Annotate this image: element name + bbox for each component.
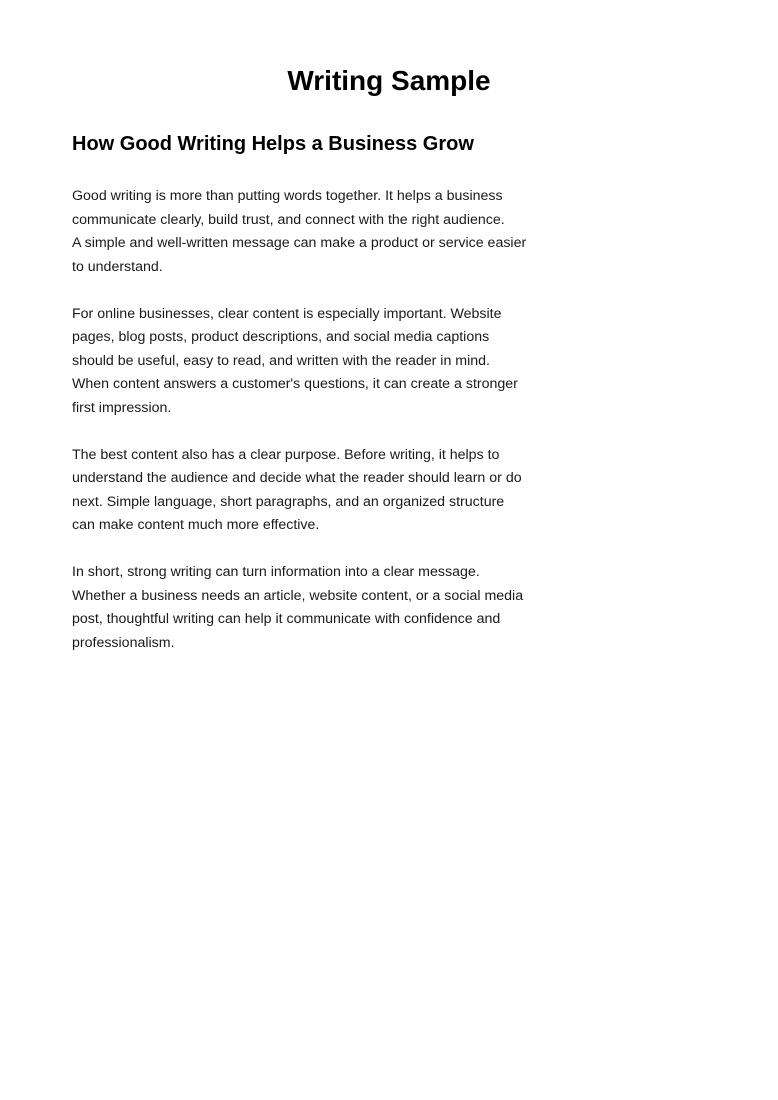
paragraph-line: communicate clearly, build trust, and connect with the right audience. <box>72 211 505 228</box>
paragraph-line: first impression. <box>72 399 172 416</box>
paragraph-line: should be useful, easy to read, and written with the reader in mind. <box>72 352 490 369</box>
paragraph-line: When content answers a customer's questions, it can create a stronger <box>72 376 518 392</box>
paragraph-line: can make content much more effective. <box>72 517 320 533</box>
paragraph-4 <box>72 561 542 655</box>
paragraph-line: In short, strong writing can turn information into a clear message. <box>72 564 480 580</box>
paragraph-line: next. Simple language, short paragraphs, and an organized structure <box>72 493 505 510</box>
document-title: Writing Sample <box>287 65 491 96</box>
paragraph-line: Good writing is more than putting words together. It helps a business <box>72 188 503 204</box>
paragraph-line: post, thoughtful writing can help it communicate with confidence and <box>72 611 501 627</box>
paragraph-line: A simple and well-written message can make a product or service easier <box>72 235 527 251</box>
paragraph-1 <box>72 185 542 279</box>
paragraph-line: Whether a business needs an article, website content, or a social media <box>72 587 524 604</box>
paragraph-line: For online businesses, clear content is especially important. Website <box>72 305 502 322</box>
section-heading: How Good Writing Helps a Business Grow <box>72 133 474 155</box>
paragraph-line: pages, blog posts, product descriptions, and social media captions <box>72 329 490 345</box>
paragraph-line: professionalism. <box>72 634 175 651</box>
document-body <box>72 185 542 679</box>
paragraph-3 <box>72 444 542 538</box>
paragraph-2 <box>72 303 542 421</box>
paragraph-line: The best content also has a clear purpose. Before writing, it helps to <box>72 446 500 463</box>
paragraph-line: to understand. <box>72 258 163 275</box>
paragraph-line: understand the audience and decide what the reader should learn or do <box>72 470 522 486</box>
